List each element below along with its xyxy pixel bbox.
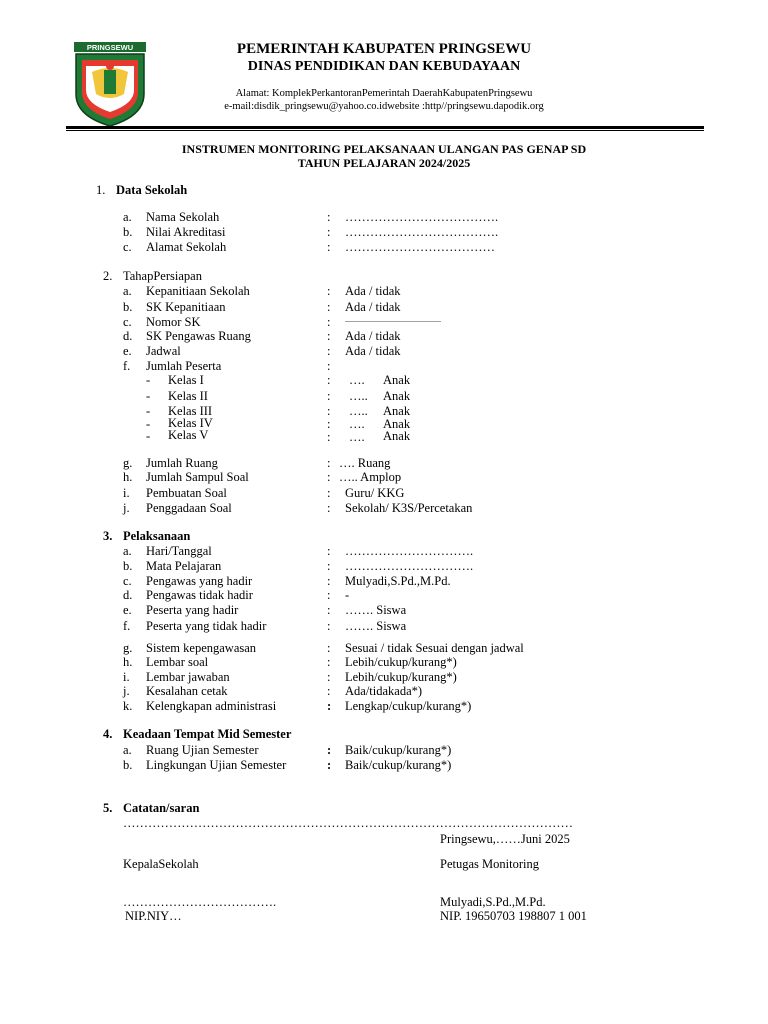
s1-row-label: Alamat Sekolah xyxy=(146,240,227,254)
s2-row-label: Jadwal xyxy=(146,344,181,358)
header-address: Alamat: KomplekPerkantoranPemerintah DaerahKabupatenPringsewu xyxy=(235,88,533,99)
s2-row-value: Guru/ KKG xyxy=(345,486,405,500)
monitor-title: Petugas Monitoring xyxy=(440,857,539,871)
s3-row-letter: d. xyxy=(123,588,133,602)
s2-row-value: ….. Amplop xyxy=(339,470,402,484)
s3-row-colon: : xyxy=(327,684,331,698)
s3-row-value: ……. Siswa xyxy=(345,603,407,617)
s2-row-colon: : xyxy=(327,284,331,298)
s1-row-colon: : xyxy=(327,240,331,254)
kelas-value: …. xyxy=(349,430,365,444)
s2-row-label: Pembuatan Soal xyxy=(146,486,227,500)
s1-row-value: ……………………………… xyxy=(345,240,495,254)
s2-row-value: Ada / tidak xyxy=(345,300,401,314)
s2-row-letter: j. xyxy=(123,501,130,515)
s1-row-letter: b. xyxy=(123,225,133,239)
section-4-number: 4. xyxy=(103,727,113,741)
header-government: PEMERINTAH KABUPATEN PRINGSEWU xyxy=(236,41,532,57)
kelas-value: ….. xyxy=(349,389,368,403)
kelas-dash: - xyxy=(146,417,151,431)
s4-row-colon: : xyxy=(327,743,332,757)
s2-row-label: Jumlah Ruang xyxy=(146,456,218,470)
s2-row-label: Penggadaan Soal xyxy=(146,501,232,515)
kelas-unit: Anak xyxy=(383,389,411,403)
s2-row-colon: : xyxy=(327,329,331,343)
s3-row-letter: g. xyxy=(123,641,133,655)
section-3-heading: Pelaksanaan xyxy=(123,529,191,543)
s1-row-letter: a. xyxy=(123,210,132,224)
s3-row-colon: : xyxy=(327,641,331,655)
header-department: DINAS PENDIDIKAN DAN KEBUDAYAAN xyxy=(247,59,521,74)
s3-row-letter: k. xyxy=(123,699,133,713)
s3-row-letter: a. xyxy=(123,544,132,558)
s1-row-value: ………………………………. xyxy=(345,210,499,224)
s3-row-letter: b. xyxy=(123,559,133,573)
s2-row-letter: b. xyxy=(123,300,133,314)
principal-name: ………………………………. xyxy=(123,895,277,909)
s3-row-label: Pengawas tidak hadir xyxy=(146,588,253,602)
s3-row-colon: : xyxy=(327,699,332,713)
s4-row-label: Lingkungan Ujian Semester xyxy=(146,758,287,772)
s2-row-label: SK Kepanitiaan xyxy=(146,300,226,314)
kelas-colon: : xyxy=(327,404,331,418)
s3-row-colon: : xyxy=(327,619,331,633)
s3-row-label: Peserta yang tidak hadir xyxy=(146,619,267,633)
kelas-dash: - xyxy=(146,404,151,418)
principal-nip: NIP.NIY… xyxy=(125,909,182,923)
kelas-colon: : xyxy=(327,389,331,403)
s3-row-label: Mata Pelajaran xyxy=(146,559,222,573)
kelas-unit: Anak xyxy=(383,429,411,443)
s2-row-value: …. Ruang xyxy=(339,456,391,470)
s3-row-label: Lembar jawaban xyxy=(146,670,230,684)
s2-row-value: Ada / tidak xyxy=(345,344,401,358)
s2-row-letter: h. xyxy=(123,470,133,484)
document-title: INSTRUMEN MONITORING PELAKSANAAN ULANGAN PAS GENAP SD xyxy=(181,142,587,156)
s1-row-colon: : xyxy=(327,210,331,224)
s3-row-letter: i. xyxy=(123,670,130,684)
s1-row-label: Nama Sekolah xyxy=(146,210,220,224)
s4-row-value: Baik/cukup/kurang*) xyxy=(345,743,452,757)
section-4-heading: Keadaan Tempat Mid Semester xyxy=(123,727,292,741)
monitor-nip: NIP. 19650703 198807 1 001 xyxy=(440,909,587,923)
document-subtitle: TAHUN PELAJARAN 2024/2025 xyxy=(297,156,471,170)
s2-row-colon: : xyxy=(327,315,331,329)
s3-row-value: …………………………. xyxy=(345,544,474,558)
s2-row-label: Nomor SK xyxy=(146,315,201,329)
kelas-label: Kelas V xyxy=(168,428,209,442)
logo-text: PRINGSEWU xyxy=(86,43,134,52)
kelas-colon: : xyxy=(327,417,331,431)
s3-row-value: Lebih/cukup/kurang*) xyxy=(345,670,457,684)
s2-row-label: SK Pengawas Ruang xyxy=(146,329,251,343)
s2-row-colon: : xyxy=(327,344,331,358)
s3-row-label: Kesalahan cetak xyxy=(146,684,228,698)
s2-row-letter: a. xyxy=(123,284,132,298)
s3-row-letter: f. xyxy=(123,619,131,633)
s3-row-label: Hari/Tanggal xyxy=(146,544,212,558)
s3-row-colon: : xyxy=(327,544,331,558)
s2-row-letter: i. xyxy=(123,486,130,500)
s4-row-letter: a. xyxy=(123,743,132,757)
header-divider-thin xyxy=(66,130,704,131)
kelas-value: …. xyxy=(349,417,365,431)
s3-row-label: Sistem kepengawasan xyxy=(146,641,257,655)
s3-row-value: Lengkap/cukup/kurang*) xyxy=(345,699,472,713)
notes-dotted-line: ……………………………………………………………………………………………… xyxy=(123,817,573,830)
section-1-number: 1. xyxy=(96,183,106,197)
s3-row-value: - xyxy=(345,588,350,602)
s2-row-colon: : xyxy=(327,470,331,484)
place-date: Pringsewu,……Juni 2025 xyxy=(440,832,570,846)
s2-row-colon: : xyxy=(327,456,331,470)
header-divider-thick xyxy=(66,126,704,129)
s3-row-value: Sesuai / tidak Sesuai dengan jadwal xyxy=(345,641,524,655)
s2-row-value: Sekolah/ K3S/Percetakan xyxy=(345,501,473,515)
monitor-name: Mulyadi,S.Pd.,M.Pd. xyxy=(440,895,546,909)
s2-row-value: Ada / tidak xyxy=(345,329,401,343)
kelas-unit: Anak xyxy=(383,404,411,418)
s3-row-colon: : xyxy=(327,655,331,669)
section-2-number: 2. xyxy=(103,269,113,283)
s4-row-letter: b. xyxy=(123,758,133,772)
kelas-unit: Anak xyxy=(383,373,411,387)
s3-row-value: Mulyadi,S.Pd.,M.Pd. xyxy=(345,574,451,588)
s2-row-value: ................................................ xyxy=(345,315,441,324)
kelas-value: ….. xyxy=(349,404,368,418)
s1-row-letter: c. xyxy=(123,240,132,254)
s2-row-letter: e. xyxy=(123,344,132,358)
s3-row-label: Peserta yang hadir xyxy=(146,603,239,617)
s2-row-label: Kepanitiaan Sekolah xyxy=(146,284,250,298)
kelas-label: Kelas IV xyxy=(168,416,213,430)
s3-row-value: ……. Siswa xyxy=(345,619,407,633)
s3-row-label: Kelengkapan administrasi xyxy=(146,699,277,713)
s3-row-value: Lebih/cukup/kurang*) xyxy=(345,655,457,669)
section-3-number: 3. xyxy=(103,529,113,543)
kelas-label: Kelas I xyxy=(168,373,204,387)
kelas-dash: - xyxy=(146,389,151,403)
s3-row-value: …………………………. xyxy=(345,559,474,573)
kelas-dash: - xyxy=(146,429,151,443)
s3-row-letter: c. xyxy=(123,574,132,588)
s3-row-colon: : xyxy=(327,588,331,602)
section-5-heading: Catatan/saran xyxy=(123,801,200,815)
s2-row-label: Jumlah Sampul Soal xyxy=(146,470,249,484)
s2-row-letter: f. xyxy=(123,359,131,373)
s3-row-colon: : xyxy=(327,670,331,684)
s4-row-value: Baik/cukup/kurang*) xyxy=(345,758,452,772)
header-email: e-mail:disdik_pringsewu@yahoo.co.idwebsite :http//pringsewu.dapodik.org xyxy=(224,101,544,112)
s3-row-letter: j. xyxy=(123,684,130,698)
s4-row-label: Ruang Ujian Semester xyxy=(146,743,259,757)
section-5-number: 5. xyxy=(103,801,113,815)
s3-row-letter: h. xyxy=(123,655,133,669)
s3-row-letter: e. xyxy=(123,603,132,617)
s1-row-colon: : xyxy=(327,225,331,239)
kelas-colon: : xyxy=(327,430,331,444)
s3-row-label: Pengawas yang hadir xyxy=(146,574,253,588)
kelas-unit: Anak xyxy=(383,417,411,431)
s2-row-colon: : xyxy=(327,300,331,314)
s2-row-colon: : xyxy=(327,359,331,373)
s1-row-label: Nilai Akreditasi xyxy=(146,225,226,239)
s3-row-colon: : xyxy=(327,574,331,588)
s3-row-colon: : xyxy=(327,559,331,573)
s3-row-colon: : xyxy=(327,603,331,617)
section-1-heading: Data Sekolah xyxy=(116,183,188,197)
s3-row-value: Ada/tidakada*) xyxy=(345,684,423,698)
s2-row-letter: c. xyxy=(123,315,132,329)
s2-row-colon: : xyxy=(327,486,331,500)
kelas-value: …. xyxy=(349,373,365,387)
s2-row-colon: : xyxy=(327,501,331,515)
s2-row-letter: g. xyxy=(123,456,133,470)
s2-row-label: Jumlah Peserta xyxy=(146,359,222,373)
kelas-label: Kelas II xyxy=(168,389,208,403)
s4-row-colon: : xyxy=(327,758,332,772)
section-2-heading: TahapPersiapan xyxy=(123,269,202,283)
kelas-dash: - xyxy=(146,373,151,387)
s2-row-letter: d. xyxy=(123,329,133,343)
s1-row-value: ………………………………. xyxy=(345,225,499,239)
s3-row-label: Lembar soal xyxy=(146,655,209,669)
kelas-label: Kelas III xyxy=(168,404,213,418)
principal-title: KepalaSekolah xyxy=(123,857,199,871)
s2-row-value: Ada / tidak xyxy=(345,284,401,298)
kelas-colon: : xyxy=(327,373,331,387)
